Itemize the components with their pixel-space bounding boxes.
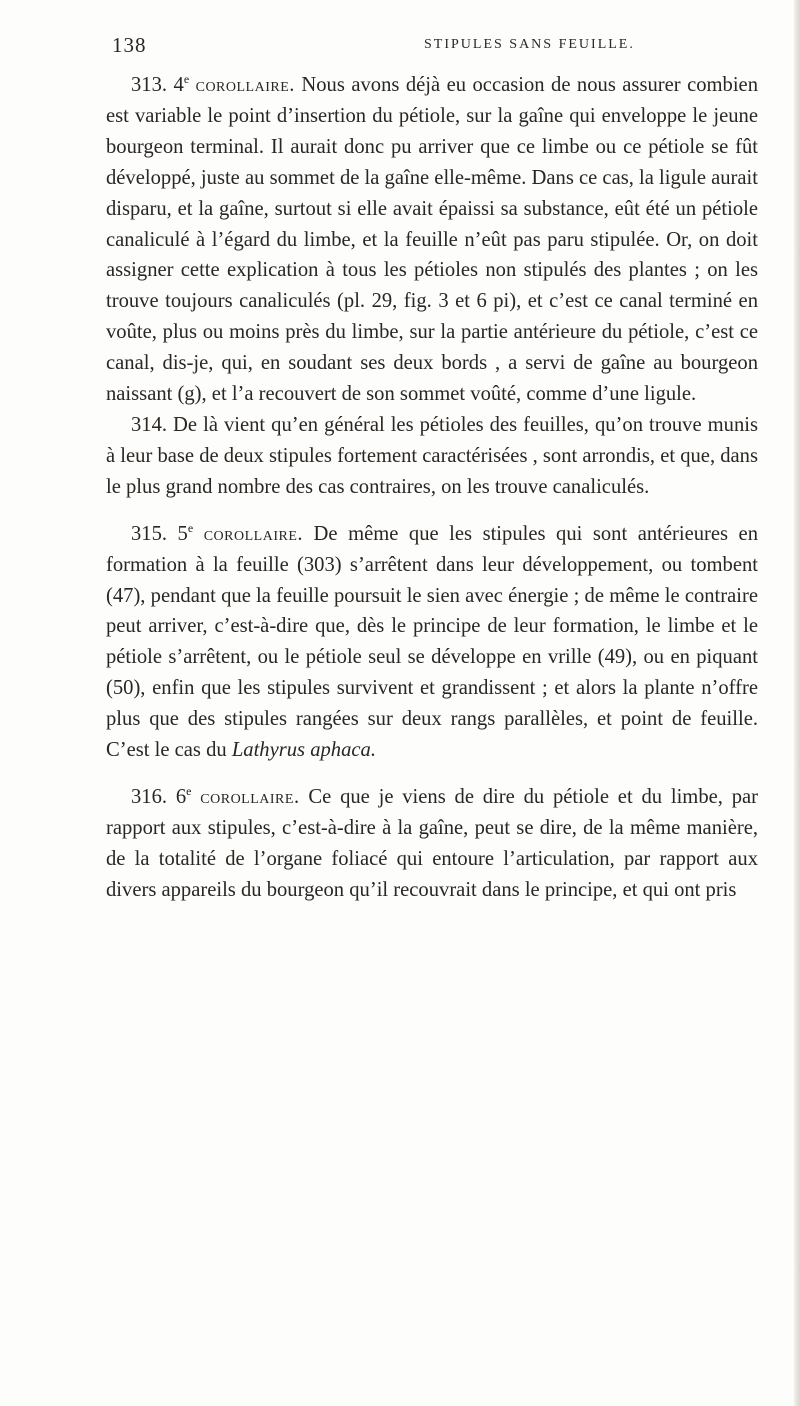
paragraph-number: 315. 5 [131, 522, 188, 545]
paragraph-316 [106, 782, 758, 906]
corollary-label: corollaire. [200, 785, 300, 808]
paragraph-number: 316. 6 [131, 785, 187, 808]
paragraph-text: De même que les stipules qui sont antérieures en formation à la feuille (303) s’arrêtent dans leur développement, ou tombent (47), pendant que la feuille poursuit le sien avec énergie ; de même le contraire peut arriver, c’est-à-dire que, dès le principe de leur formation, le limbe et le pétiole s’arrêtent, ou le pétiole seul se développe en vrille (49), ou en piquant (50), enfin que les stipules survivent et grandissent ; et alors la plante n’offre plus que des stipules rangées sur deux rangs parallèles, et point de feuille. C’est le cas du [106, 522, 758, 762]
paragraph-313 [106, 70, 758, 410]
body-text [106, 70, 758, 906]
paragraph-315 [106, 519, 758, 766]
species-name: Lathyrus aphaca. [231, 739, 376, 762]
paragraph-314 [106, 410, 758, 503]
paragraph-text: Nous avons déjà eu occasion de nous assurer combien est variable le point d’insertion du pétiole, sur la gaîne qui enveloppe le jeune bourgeon terminal. Il aurait donc pu arriver que ce limbe ou ce pétiole se fût développé, juste au sommet de la gaîne elle-même. Dans ce cas, la ligule aurait disparu, et la gaîne, surtout si elle avait épaissi sa substance, eût été un pétiole canaliculé à l’égard du limbe, et la feuille n’eût pas paru stipulée. Or, on doit assigner cette explication à tous les pétioles non stipulés des plantes ; on les trouve toujours canaliculés (pl. 29, fig. 3 et 6 pi), et c’est ce canal terminé en voûte, plus ou moins près du limbe, sur la partie antérieure du pétiole, c’est ce canal, dis-je, qui, en soudant ses deux bords , a servi de gaîne au bourgeon naissant (g), et l’a recouvert de son sommet voûté, comme d’une ligule. [106, 74, 758, 406]
page-number: 138 [112, 33, 147, 57]
running-title: STIPULES SANS FEUILLE. [424, 37, 635, 52]
ordinal-suffix: e [186, 784, 192, 799]
paragraph-text: Ce que je viens de dire du pétiole et du limbe, par rapport aux stipules, c’est-à-dire à la gaîne, peut se dire, de la même manière, de la totalité de l’organe foliacé qui entoure l’articulation, par rapport aux divers appareils du bourgeon qu’il recouvrait dans le principe, et qui ont pris [106, 785, 758, 901]
paragraph-number: 313. 4 [131, 74, 184, 96]
ordinal-suffix: e [183, 72, 190, 87]
corollary-label: corollaire. [203, 522, 304, 545]
page-edge-shadow [794, 0, 800, 1406]
paragraph-text: 314. De là vient qu’en général les pétioles des feuilles, qu’on trouve munis à leur base de deux stipules fortement caractérisées , sont arrondis, et que, dans le plus grand nombre des cas contraires, on les trouve canaliculés. [106, 413, 758, 498]
page-header [112, 33, 757, 59]
corollary-label: corollaire. [195, 74, 295, 96]
ordinal-suffix: e [187, 520, 194, 535]
